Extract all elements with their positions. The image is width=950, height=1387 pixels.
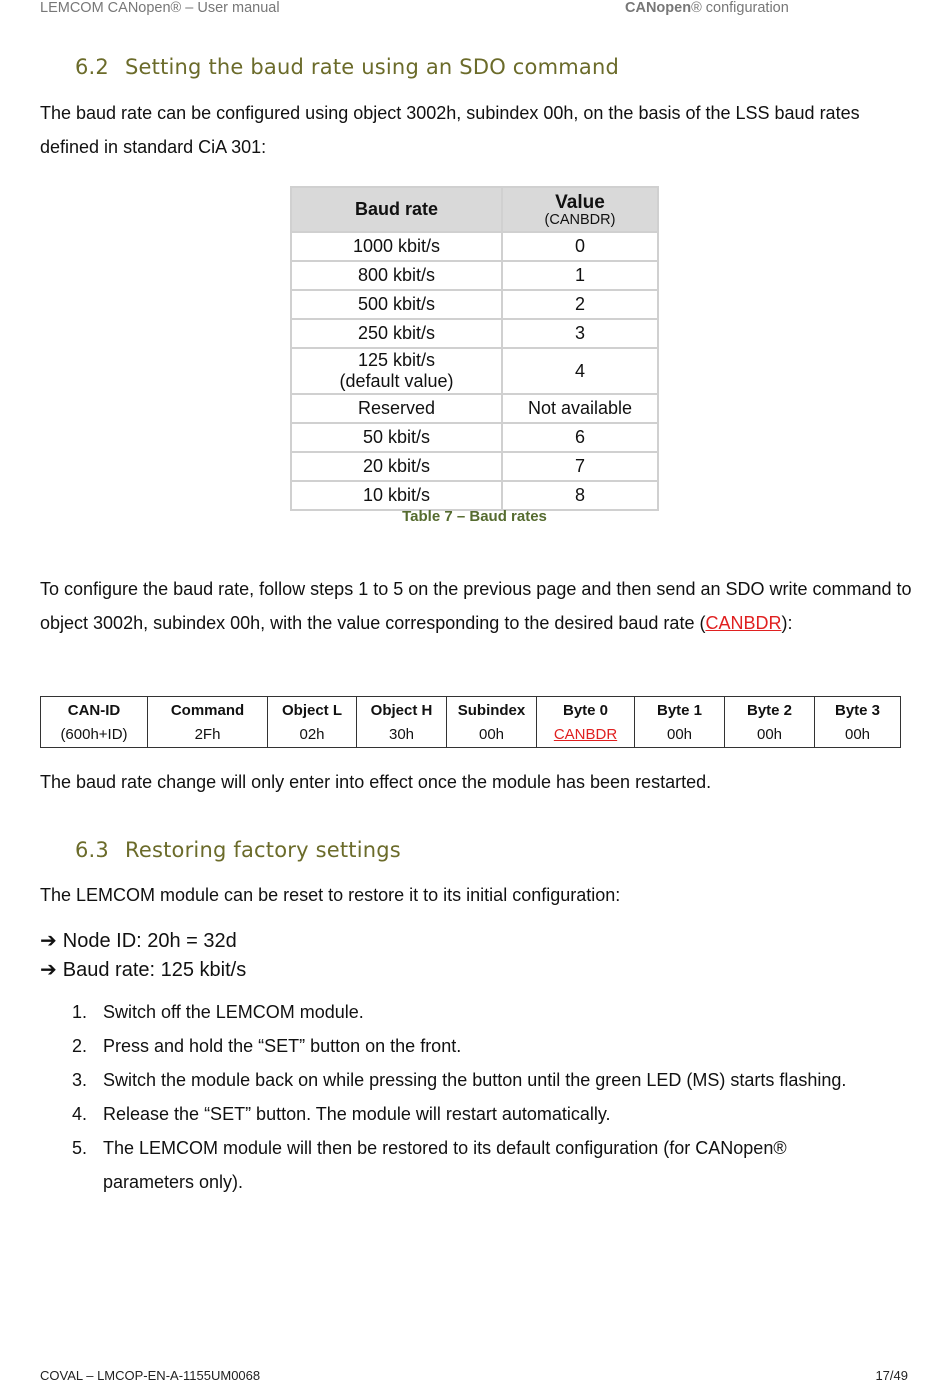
header-left: LEMCOM CANopen® – User manual [40, 0, 280, 16]
sdo-value-cell [537, 721, 635, 748]
step-item [72, 1063, 923, 1097]
sdo-header-cell: CAN-ID [41, 697, 148, 722]
sdo-command-table [40, 696, 901, 748]
header-baud-rate: Baud rate [291, 187, 502, 232]
table-row [291, 290, 658, 319]
value-cell: 8 [502, 481, 658, 510]
step-item [72, 1029, 923, 1063]
sdo-value-cell: (600h+ID) [41, 721, 148, 748]
table-row [291, 394, 658, 423]
restart-note: The baud rate change will only enter into effect once the module has been restarted. [40, 772, 712, 792]
baud-cell: Reserved [291, 394, 502, 423]
sdo-header-cell: Subindex [447, 697, 537, 722]
value-cell: 1 [502, 261, 658, 290]
step-item [72, 1097, 923, 1131]
step-number: 5. [72, 1138, 88, 1158]
baud-table-header [291, 187, 658, 232]
bullet-item [40, 928, 237, 953]
sdo-header-cell: Object L [268, 697, 357, 722]
section-6-3-title [75, 838, 401, 862]
value-cell: 7 [502, 452, 658, 481]
table-row [291, 423, 658, 452]
header-right-bold: CANopen [625, 0, 692, 16]
sdo-value-cell: 00h [635, 721, 725, 748]
section-number: 6.3 [75, 838, 109, 862]
baud-cell: 10 kbit/s [291, 481, 502, 510]
sdo-header-cell: Byte 2 [725, 697, 815, 722]
sdo-header-cell: Command [148, 697, 268, 722]
value-cell: 6 [502, 423, 658, 452]
step-text: The LEMCOM module will then be restored to its default configuration (for CANopen® parameters only). [103, 1138, 787, 1192]
section-title-text: Setting the baud rate using an SDO command [125, 55, 620, 79]
baud-rate-table [290, 186, 659, 511]
value-cell: Not available [502, 394, 658, 423]
baud-cell-line1: 125 kbit/s [357, 350, 436, 370]
header-value-sub: (CANBDR) [544, 211, 616, 228]
section-title-text: Restoring factory settings [125, 838, 401, 862]
step-number: 3. [72, 1070, 88, 1090]
value-cell: 0 [502, 232, 658, 261]
footer-doc-id: COVAL – LMCOP-EN-A-1155UM0068 [40, 1368, 261, 1383]
sdo-header-cell: Byte 0 [537, 697, 635, 722]
footer-page-number: 17/49 [875, 1368, 908, 1383]
baud-cell: 1000 kbit/s [291, 232, 502, 261]
section-6-2-intro: The baud rate can be configured using object 3002h, subindex 00h, on the basis of the LSS baud rates defined in standard CiA 301: [40, 103, 860, 157]
baud-cell: 250 kbit/s [291, 319, 502, 348]
value-cell: 2 [502, 290, 658, 319]
step-number: 2. [72, 1036, 88, 1056]
configure-end: ): [781, 613, 793, 633]
table-row [291, 348, 658, 394]
value-cell: 3 [502, 319, 658, 348]
value-cell: 4 [502, 348, 658, 394]
step-number: 4. [72, 1104, 88, 1124]
sdo-header-cell: Byte 3 [815, 697, 901, 722]
header-value-label: Value [555, 191, 605, 213]
step-text: Release the “SET” button. The module will restart automatically. [103, 1104, 611, 1124]
step-text: Switch the module back on while pressing the button until the green LED (MS) starts flashing. [103, 1070, 847, 1090]
table-row [291, 481, 658, 510]
sdo-value-cell: 00h [725, 721, 815, 748]
section-number: 6.2 [75, 55, 109, 79]
baud-cell: 20 kbit/s [291, 452, 502, 481]
canbdr-link-cell[interactable]: CANBDR [553, 725, 618, 743]
table-row [291, 319, 658, 348]
section-6-2-title [75, 55, 619, 79]
configure-paragraph [40, 572, 920, 640]
section-6-3-intro: The LEMCOM module can be reset to restore it to its initial configuration: [40, 885, 621, 905]
bullet-item [40, 957, 246, 982]
baud-cell-line2: (default value) [339, 371, 454, 391]
table-row [291, 232, 658, 261]
header-value [502, 187, 658, 232]
sdo-header-cell: Byte 1 [635, 697, 725, 722]
baud-cell: 500 kbit/s [291, 290, 502, 319]
header-right-rest: ® configuration [691, 0, 789, 16]
arrow-right-icon: ➔ [40, 957, 57, 981]
step-text: Switch off the LEMCOM module. [103, 1002, 364, 1022]
step-item [72, 1131, 863, 1199]
sdo-value-cell: 02h [268, 721, 357, 748]
table-caption: Table 7 – Baud rates [402, 508, 547, 525]
table-row [291, 261, 658, 290]
configure-text: To configure the baud rate, follow steps 1 to 5 on the previous page and then send an SDO write command to object 3002h, subindex 00h, with the value corresponding to the desired baud rate ( [40, 579, 912, 633]
baud-cell-default [291, 348, 502, 394]
sdo-value-row [41, 721, 901, 748]
bullet-text: Baud rate: 125 kbit/s [62, 959, 247, 981]
sdo-value-cell: 00h [447, 721, 537, 748]
sdo-header-row [41, 697, 901, 722]
baud-cell: 800 kbit/s [291, 261, 502, 290]
sdo-value-cell: 30h [357, 721, 447, 748]
sdo-value-cell: 2Fh [148, 721, 268, 748]
canbdr-link[interactable]: CANBDR [705, 613, 782, 633]
header-right [625, 0, 789, 16]
step-item [72, 995, 923, 1029]
step-number: 1. [72, 1002, 88, 1022]
sdo-header-cell: Object H [357, 697, 447, 722]
arrow-right-icon: ➔ [40, 928, 57, 952]
table-row [291, 452, 658, 481]
baud-cell: 50 kbit/s [291, 423, 502, 452]
bullet-text: Node ID: 20h = 32d [62, 930, 237, 952]
sdo-value-cell: 00h [815, 721, 901, 748]
step-text: Press and hold the “SET” button on the front. [103, 1036, 462, 1056]
